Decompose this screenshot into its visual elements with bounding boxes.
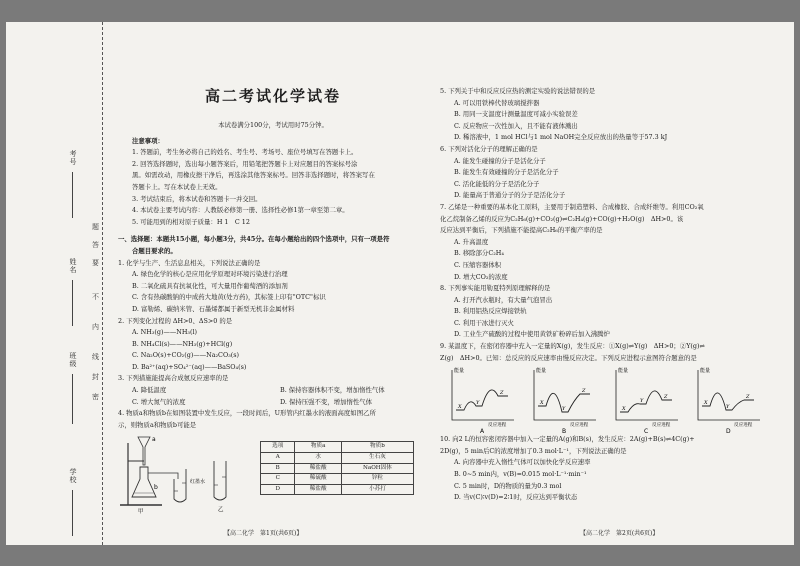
species-label: Z <box>746 394 750 401</box>
table-cell: 稀盐酸 <box>295 463 341 474</box>
table-row <box>261 463 414 474</box>
xuexiao-label: 学校 <box>69 468 77 484</box>
q4-figure <box>118 431 428 515</box>
diagram-letter: D <box>726 428 731 435</box>
q6-option: A. 能发生碰撞的分子是活化分子 <box>454 156 546 165</box>
seal-char: 要 <box>92 259 99 267</box>
xingming-label: 姓名 <box>69 258 77 274</box>
species-label: Y <box>640 398 644 405</box>
q4-options-table <box>260 441 414 495</box>
table-cell: 稀盐酸 <box>295 484 341 495</box>
diagram-axes <box>452 370 514 420</box>
q9-diagrams <box>440 364 772 434</box>
q7-stem-cont: 化乙烷制备乙烯的反应为C₂H₆(g)+CO₂(g)⇌C₂H₄(g)+CO(g)+H₂O(g) ΔH>0。该 <box>440 214 684 223</box>
q3-options-row <box>118 397 428 409</box>
diagram-letter: A <box>480 428 485 435</box>
species-label: X <box>458 404 462 411</box>
diagram-axes <box>534 370 596 420</box>
notice-item: 黑。如需改动，用橡皮擦干净后，再选涂其他答案标号。回答非选择题时，将答案写在 <box>132 171 375 180</box>
banji-line <box>72 374 73 424</box>
q10-option: A. 向容器中充入惰性气体可以加快化学反应速率 <box>454 458 591 467</box>
q2-option: B. NH₄Cl(s)——NH₃(g)+HCl(g) <box>132 339 233 348</box>
notice-item: 1. 答题前，考生务必将自己的姓名、考生号、考场号、座位号填写在答题卡上。 <box>132 148 358 157</box>
q1-option: B. 二氧化硫具有抗氧化性，可大量用作葡萄酒的添加剂 <box>132 281 288 290</box>
table-header: 选项 <box>261 442 295 453</box>
footer-page-2: 【高二化学 第2页(共6页)】 <box>580 530 659 537</box>
table-row <box>261 474 414 485</box>
kaohao-label: 考号 <box>69 150 77 166</box>
table-cell: C <box>261 474 295 485</box>
species-label: Z <box>582 388 586 395</box>
binding-margin <box>6 22 103 545</box>
q2-option: A. NH₃(g)——NH₃(l) <box>132 328 198 337</box>
q8-option: A. 打开汽水瓶时，有大量气泡冒出 <box>454 295 553 304</box>
q8-stem: 8. 下列事实能用勒夏特列原理解释的是 <box>440 284 551 293</box>
q9-energy-diagrams <box>440 364 772 434</box>
table-cell: NaOH固体 <box>341 463 413 474</box>
left-column <box>118 30 428 515</box>
q6-stem: 6. 下列对活化分子的理解正确的是 <box>440 144 538 153</box>
notice-item: 5. 可能用到的相对原子质量：H 1 C 12 <box>132 217 250 226</box>
xingming-line <box>72 280 73 326</box>
species-label: Z <box>664 394 668 401</box>
q10-option: C. 5 min时，D的物质的量为0.3 mol <box>454 481 562 490</box>
q3-option: D. 保持压强不变，增加惰性气体 <box>280 397 373 406</box>
seal-char: 答 <box>92 241 99 249</box>
q6-option: D. 能量高于普通分子的分子是活化分子 <box>454 191 566 200</box>
q5-option: D. 稀溶液中，1 mol HCl与1 mol NaOH完全反应放出的热量等于57.3 kJ <box>454 133 668 142</box>
diagram-letter: B <box>562 428 567 435</box>
q8-option: C. 利用干冰进行灭火 <box>454 318 514 327</box>
q3-option: A. 降低温度 <box>132 386 167 395</box>
q2-stem: 2. 下列变化过程的 ΔH>0、ΔS>0 的是 <box>118 316 233 325</box>
exam-sheet <box>6 22 794 545</box>
diagram-axes <box>698 370 760 420</box>
label-yi: 乙 <box>218 507 224 514</box>
seal-char: 封 <box>92 373 99 381</box>
table-cell: 水 <box>295 453 341 464</box>
q9-stem: 9. 某温度下，在密闭容器中充入一定量的X(g)，发生反应：①X(g)⇌Y(g) ΔH>0；②Y(g)⇌ <box>440 342 705 351</box>
table-cell: A <box>261 453 295 464</box>
q4-stem: 4. 物质a和物质b在如图装置中发生反应，一段时间后，U形管内红墨水的液面高度如图乙所 <box>118 409 376 418</box>
label-a: a <box>152 436 156 444</box>
q5-option: A. 可以用铁棒代替玻璃搅拌器 <box>454 98 540 107</box>
energy-diagram-D <box>698 367 760 434</box>
banji-label: 班级 <box>69 352 77 368</box>
q10-stem-cont: 2D(g)，5 min后C的浓度增加了0.3 mol·L⁻¹，下列说法正确的是 <box>440 446 627 455</box>
diagram-ylabel: 能量 <box>454 368 465 375</box>
seal-char: 线 <box>92 353 99 361</box>
table-cell: D <box>261 484 295 495</box>
q9-stem-cont: Z(g) ΔH>0。已知：总反应的反应速率由慢反应决定。下列反应进程示意图符合题意的是 <box>440 353 697 362</box>
table-header: 物质b <box>341 442 413 453</box>
table-cell: 小苏打 <box>341 484 413 495</box>
q2-option: C. Na₂O(s)+CO₂(g)——Na₂CO₃(s) <box>132 351 240 360</box>
table-row <box>261 453 414 464</box>
q10-option: D. 当v(C)∶v(D)=2∶1时，反应达到平衡状态 <box>454 493 578 502</box>
table-header-row <box>261 442 414 453</box>
q7-option: A. 升高温度 <box>454 237 489 246</box>
species-label: X <box>704 400 708 407</box>
diagram-ylabel: 能量 <box>618 368 629 375</box>
q10-stem: 10. 向2 L的恒容密闭容器中加入一定量的A(g)和B(s)，发生反应：2A(g)+B(s)⇌4C(g)+ <box>440 435 695 444</box>
seal-char: 内 <box>92 323 99 331</box>
notice-item: 2. 回答选择题时，选出每小题答案后，用铅笔把答题卡上对应题目的答案标号涂 <box>132 159 358 168</box>
species-label: Y <box>476 400 480 407</box>
q8-option: D. 工业生产硫酸的过程中使用黄铁矿粉碎后加入沸腾炉 <box>454 330 610 339</box>
q5-stem: 5. 下列关于中和反应反应热的测定实验的说法错误的是 <box>440 87 596 95</box>
seal-char: 密 <box>92 393 99 401</box>
species-label: Y <box>562 406 566 413</box>
species-label: X <box>540 400 544 407</box>
q10-option: B. 0~5 min内，v(B)=0.015 mol·L⁻¹·min⁻¹ <box>454 470 587 479</box>
diagram-xlabel: 反应进程 <box>570 423 589 429</box>
table-header: 物质a <box>295 442 341 453</box>
kaohao-line <box>72 172 73 218</box>
notice-item: 答题卡上。写在本试卷上无效。 <box>132 182 222 191</box>
q7-option: C. 压缩容器体积 <box>454 260 502 269</box>
xuexiao-line <box>72 490 73 536</box>
diagram-ylabel: 能量 <box>700 368 711 375</box>
q1-stem: 1. 化学与生产、生活息息相关，下列说法正确的是 <box>118 258 261 267</box>
q5-option: C. 反应物应一次性加入，且不能有液体溅出 <box>454 121 578 130</box>
q6-option: C. 活化能低的分子是活化分子 <box>454 179 540 188</box>
energy-diagram-C <box>616 367 678 434</box>
q1-option: C. 含有热碳酸钠的中成药大地黄(处方药)，其标签上印有"OTC"标识 <box>132 293 326 302</box>
q1-option: A. 绿色化学的核心是应用化学原理对环境污染进行治理 <box>132 270 288 279</box>
q3-option: B. 保持容器体积不变，增加惰性气体 <box>280 386 385 395</box>
exam-intro: 本试卷满分100分，考试用时75分钟。 <box>218 121 328 129</box>
species-label: Y <box>726 404 730 411</box>
q1-option: D. 富勒烯、碳纳米管、石墨烯都属于新型无机非金属材料 <box>132 304 295 313</box>
q5-option: B. 用同一支温度计测量温度可减小实验误差 <box>454 110 578 119</box>
table-row <box>261 484 414 495</box>
label-b: b <box>154 484 158 492</box>
notice-heading: 注意事项： <box>132 136 164 145</box>
q7-option: B. 移除部分C₂H₄ <box>454 249 504 258</box>
q7-stem-cont: 反应达到平衡后，下列措施不能提高C₂H₆的平衡产率的是 <box>440 226 603 235</box>
footer-page-1: 【高二化学 第1页(共6页)】 <box>224 530 303 537</box>
energy-diagram-A <box>452 367 514 434</box>
notice-item: 4. 本试卷主要考试内容：人教版必修第一册、选择性必修1第一章至第二章。 <box>132 206 349 215</box>
table-cell: 生石灰 <box>341 453 413 464</box>
q3-options-row <box>118 385 428 397</box>
label-jia: 甲 <box>138 509 144 516</box>
notice-item: 3. 考试结束后，将本试卷和答题卡一并交回。 <box>132 194 262 203</box>
exam-title: 高二考试化学试卷 <box>204 87 341 105</box>
q4-stem-cont: 示，则物质a和物质b可能是 <box>118 420 197 429</box>
energy-diagram-B <box>534 367 596 434</box>
q3-stem: 3. 下列措施能提高合成氨反应速率的是 <box>118 374 229 383</box>
right-column <box>440 30 772 504</box>
diagram-xlabel: 反应进程 <box>488 423 507 429</box>
q7-option: D. 增大CO₂的浓度 <box>454 272 508 281</box>
q2-option: D. Ba²⁺(aq)+SO₄²⁻(aq)——BaSO₄(s) <box>132 362 247 371</box>
q4-apparatus-diagram <box>118 431 248 515</box>
seal-char: 题 <box>92 223 99 231</box>
table-cell: B <box>261 463 295 474</box>
diagram-letter: C <box>644 428 649 435</box>
section1-instructions: 一、选择题：本题共15小题，每小题3分，共45分。在每小题给出的四个选项中，只有一项是符 <box>118 235 390 244</box>
section1-instructions-cont: 合题目要求的。 <box>132 246 177 255</box>
species-label: X <box>622 406 626 413</box>
diagram-axes <box>616 370 678 420</box>
seal-char: 不 <box>92 293 99 301</box>
q6-option: B. 能发生有效碰撞的分子是活化分子 <box>454 168 559 177</box>
q3-option: C. 增大氮气的浓度 <box>132 397 186 406</box>
label-water: 红墨水 <box>190 479 206 486</box>
table-cell: 锌粒 <box>341 474 413 485</box>
diagram-xlabel: 反应进程 <box>734 423 753 429</box>
diagram-ylabel: 能量 <box>536 368 547 375</box>
species-label: Z <box>500 390 504 397</box>
diagram-xlabel: 反应进程 <box>652 423 671 429</box>
q7-stem: 7. 乙烯是一种重要的基本化工原料，主要用于制造塑料、合成橡胶、合成纤维等。利用CO₂氧 <box>440 202 704 211</box>
table-cell: 稀硫酸 <box>295 474 341 485</box>
q8-option: B. 利用铝热反应焊接铁轨 <box>454 307 527 316</box>
